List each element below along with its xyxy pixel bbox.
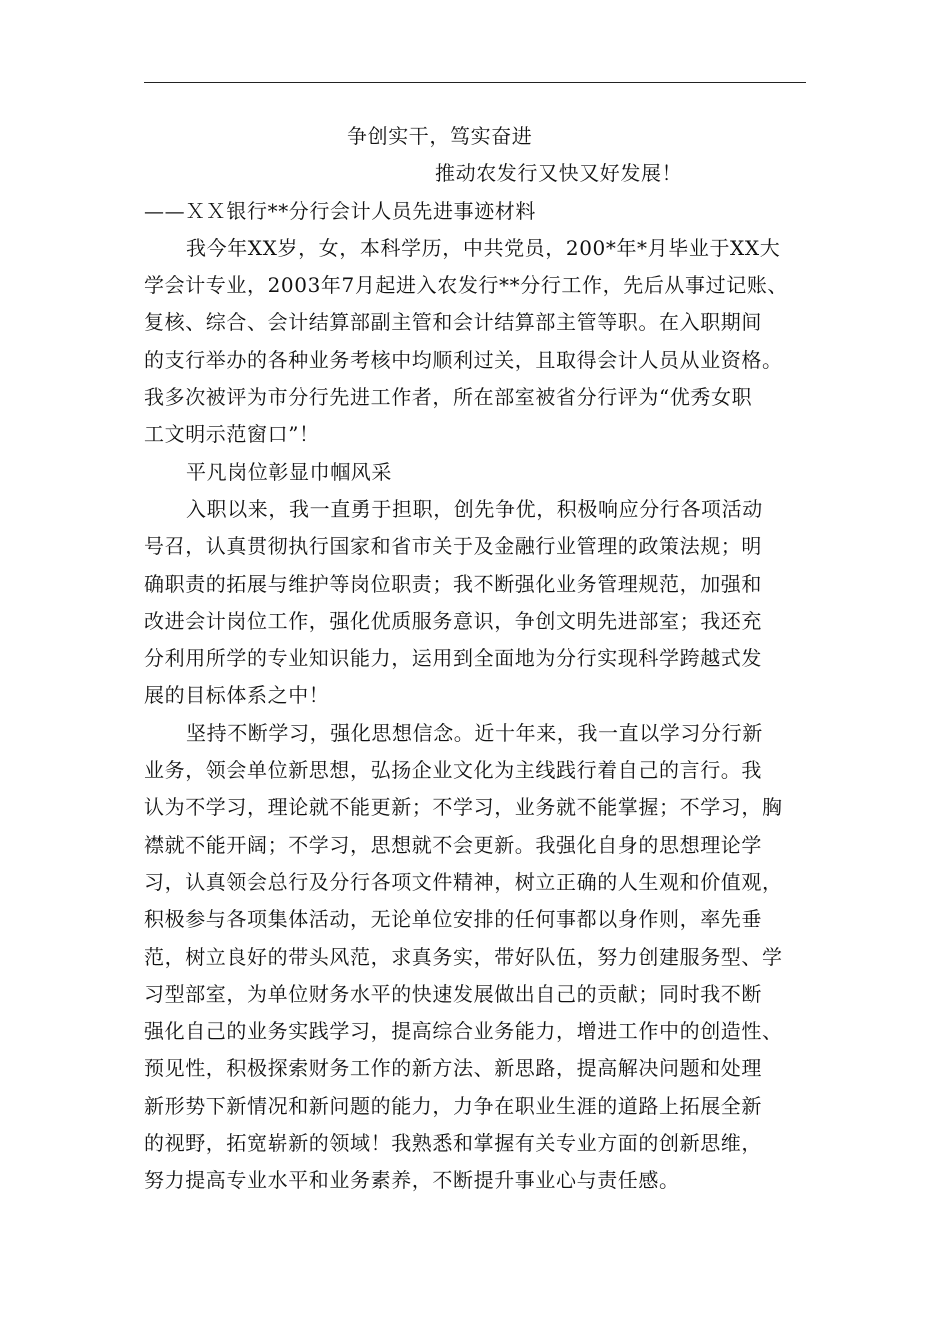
text-line: 努力提高专业水平和业务素养，不断提升事业心与责任感。 (144, 1168, 680, 1193)
title-line-1: 争创实干，笃实奋进 (347, 124, 533, 148)
text-line: 范，树立良好的带头风范，求真务实，带好队伍，努力创建服务型、学 (144, 944, 783, 969)
text-line: 工文明示范窗口”！ (144, 422, 320, 447)
text-line: 号召，认真贯彻执行国家和省市关于及金融行业管理的政策法规；明 (144, 534, 762, 559)
text-line: 新形势下新情况和新问题的能力，力争在职业生涯的道路上拓展全新 (144, 1093, 762, 1118)
text-line: 坚持不断学习，强化思想信念。近十年来，我一直以学习分行新 (186, 720, 763, 745)
text-line: 业务，领会单位新思想，弘扬企业文化为主线践行着自己的言行。我 (144, 758, 762, 783)
text-line: 积极参与各项集体活动，无论单位安排的任何事都以身作则，率先垂 (144, 907, 762, 932)
text-line: 强化自己的业务实践学习，提高综合业务能力，增进工作中的创造性、 (144, 1019, 783, 1044)
text-line: 襟就不能开阔；不学习，思想就不会更新。我强化自身的思想理论学 (144, 832, 762, 857)
title-line-2: 推动农发行又快又好发展！ (435, 161, 683, 186)
text-line: 分利用所学的专业知识能力，运用到全面地为分行实现科学跨越式发 (144, 646, 762, 671)
section-heading: 平凡岗位彰显巾帼风采 (186, 459, 392, 484)
text-line: 确职责的拓展与维护等岗位职责；我不断强化业务管理规范，加强和 (144, 571, 762, 596)
text-line: 我多次被评为市分行先进工作者，所在部室被省分行评为“优秀女职 (144, 385, 753, 410)
text-line: 展的目标体系之中！ (144, 683, 330, 708)
subtitle: ——ＸＸ银行**分行会计人员先进事迹材料 (144, 198, 536, 223)
text-line: 复核、综合、会计结算部副主管和会计结算部主管等职。在入职期间 (144, 310, 762, 335)
header-rule (144, 82, 806, 83)
text-line: 的视野，拓宽崭新的领域！我熟悉和掌握有关专业方面的创新思维， (144, 1131, 762, 1156)
text-line: 习，认真领会总行及分行各项文件精神，树立正确的人生观和价值观， (144, 869, 783, 894)
text-line: 预见性，积极探索财务工作的新方法、新思路，提高解决问题和处理 (144, 1056, 762, 1081)
text-line: 的支行举办的各种业务考核中均顺利过关，且取得会计人员从业资格。 (144, 347, 783, 372)
document-body (144, 118, 812, 1200)
text-line: 改进会计岗位工作，强化优质服务意识，争创文明先进部室；我还充 (144, 608, 762, 633)
text-line: 习型部室，为单位财务水平的快速发展做出自己的贡献；同时我不断 (144, 981, 762, 1006)
text-line: 学会计专业，2003年7月起进入农发行**分行工作，先后从事过记账、 (144, 273, 789, 298)
text-line: 入职以来，我一直勇于担职，创先争优，积极响应分行各项活动 (186, 496, 763, 521)
text-line: 我今年XX岁，女，本科学历，中共党员，200*年*月毕业于XX大 (186, 235, 781, 260)
text-line: 认为不学习，理论就不能更新；不学习，业务就不能掌握；不学习，胸 (144, 795, 783, 820)
